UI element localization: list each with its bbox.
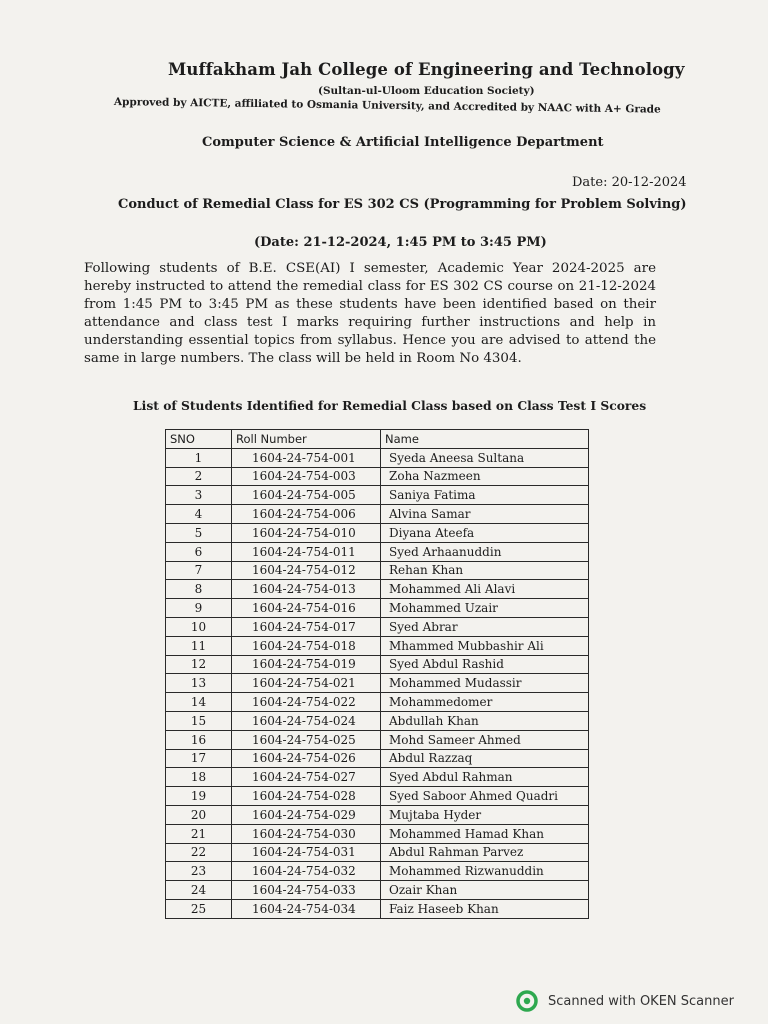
cell-roll-number: 1604-24-754-012	[232, 561, 381, 580]
cell-sno: 2	[166, 467, 232, 486]
institution-society: (Sultan-ul-Uloom Education Society)	[318, 85, 535, 97]
cell-name: Alvina Samar	[381, 505, 589, 524]
cell-sno: 18	[166, 768, 232, 787]
table-row	[166, 655, 589, 674]
cell-sno: 3	[166, 486, 232, 505]
table-header-row	[166, 430, 589, 449]
cell-roll-number: 1604-24-754-018	[232, 636, 381, 655]
cell-roll-number: 1604-24-754-027	[232, 768, 381, 787]
cell-sno: 8	[166, 580, 232, 599]
student-table	[165, 429, 589, 919]
cell-roll-number: 1604-24-754-005	[232, 486, 381, 505]
cell-name: Syed Saboor Ahmed Quadri	[381, 787, 589, 806]
table-row	[166, 542, 589, 561]
cell-name: Syed Abrar	[381, 617, 589, 636]
cell-sno: 17	[166, 749, 232, 768]
table-row	[166, 805, 589, 824]
oken-scanner-logo-icon	[516, 990, 538, 1012]
cell-name: Abdul Razzaq	[381, 749, 589, 768]
table-row	[166, 636, 589, 655]
cell-name: Faiz Haseeb Khan	[381, 899, 589, 918]
cell-roll-number: 1604-24-754-017	[232, 617, 381, 636]
cell-name: Mohammedomer	[381, 693, 589, 712]
table-row	[166, 899, 589, 918]
table-row	[166, 486, 589, 505]
table-row	[166, 448, 589, 467]
cell-roll-number: 1604-24-754-019	[232, 655, 381, 674]
cell-sno: 6	[166, 542, 232, 561]
student-table-body	[166, 448, 589, 918]
table-row	[166, 523, 589, 542]
notice-date: Date: 20-12-2024	[572, 175, 687, 190]
table-row	[166, 787, 589, 806]
cell-roll-number: 1604-24-754-010	[232, 523, 381, 542]
notice-title: Conduct of Remedial Class for ES 302 CS (Programming for Problem Solving)	[118, 197, 687, 212]
cell-sno: 7	[166, 561, 232, 580]
cell-name: Mohammed Mudassir	[381, 674, 589, 693]
cell-sno: 5	[166, 523, 232, 542]
cell-roll-number: 1604-24-754-025	[232, 730, 381, 749]
table-row	[166, 505, 589, 524]
table-row	[166, 561, 589, 580]
cell-sno: 13	[166, 674, 232, 693]
cell-sno: 25	[166, 899, 232, 918]
table-row	[166, 862, 589, 881]
cell-roll-number: 1604-24-754-030	[232, 824, 381, 843]
cell-roll-number: 1604-24-754-033	[232, 881, 381, 900]
cell-name: Syed Abdul Rahman	[381, 768, 589, 787]
cell-sno: 14	[166, 693, 232, 712]
cell-sno: 12	[166, 655, 232, 674]
department-name: Computer Science & Artificial Intelligence Department	[202, 135, 604, 150]
cell-sno: 23	[166, 862, 232, 881]
cell-sno: 21	[166, 824, 232, 843]
cell-name: Mohammed Rizwanuddin	[381, 862, 589, 881]
table-row	[166, 711, 589, 730]
table-row	[166, 467, 589, 486]
notice-schedule: (Date: 21-12-2024, 1:45 PM to 3:45 PM)	[254, 235, 547, 250]
table-row	[166, 580, 589, 599]
cell-sno: 22	[166, 843, 232, 862]
cell-name: Diyana Ateefa	[381, 523, 589, 542]
cell-roll-number: 1604-24-754-026	[232, 749, 381, 768]
cell-roll-number: 1604-24-754-001	[232, 448, 381, 467]
cell-roll-number: 1604-24-754-028	[232, 787, 381, 806]
table-row	[166, 843, 589, 862]
table-row	[166, 730, 589, 749]
cell-roll-number: 1604-24-754-031	[232, 843, 381, 862]
cell-name: Syeda Aneesa Sultana	[381, 448, 589, 467]
table-row	[166, 599, 589, 618]
table-row	[166, 881, 589, 900]
table-row	[166, 749, 589, 768]
cell-roll-number: 1604-24-754-006	[232, 505, 381, 524]
cell-roll-number: 1604-24-754-013	[232, 580, 381, 599]
cell-name: Ozair Khan	[381, 881, 589, 900]
cell-roll-number: 1604-24-754-022	[232, 693, 381, 712]
table-row	[166, 824, 589, 843]
cell-sno: 19	[166, 787, 232, 806]
cell-roll-number: 1604-24-754-034	[232, 899, 381, 918]
scanner-watermark	[516, 990, 734, 1012]
cell-roll-number: 1604-24-754-029	[232, 805, 381, 824]
cell-name: Mhammed Mubbashir Ali	[381, 636, 589, 655]
cell-name: Rehan Khan	[381, 561, 589, 580]
table-row	[166, 768, 589, 787]
cell-name: Syed Arhaanuddin	[381, 542, 589, 561]
column-header-name: Name	[381, 430, 589, 449]
cell-sno: 24	[166, 881, 232, 900]
cell-name: Mohd Sameer Ahmed	[381, 730, 589, 749]
column-header-roll-number: Roll Number	[232, 430, 381, 449]
cell-name: Mujtaba Hyder	[381, 805, 589, 824]
cell-sno: 4	[166, 505, 232, 524]
cell-roll-number: 1604-24-754-003	[232, 467, 381, 486]
column-header-sno: SNO	[166, 430, 232, 449]
cell-sno: 10	[166, 617, 232, 636]
cell-sno: 9	[166, 599, 232, 618]
table-row	[166, 674, 589, 693]
cell-name: Mohammed Ali Alavi	[381, 580, 589, 599]
cell-name: Mohammed Uzair	[381, 599, 589, 618]
cell-name: Abdullah Khan	[381, 711, 589, 730]
cell-sno: 20	[166, 805, 232, 824]
cell-name: Mohammed Hamad Khan	[381, 824, 589, 843]
cell-sno: 16	[166, 730, 232, 749]
cell-name: Abdul Rahman Parvez	[381, 843, 589, 862]
institution-approval: Approved by AICTE, affiliated to Osmania University, and Accredited by NAAC with A+ Grade	[113, 96, 661, 116]
cell-sno: 11	[166, 636, 232, 655]
institution-name: Muffakham Jah College of Engineering and Technology	[168, 60, 685, 79]
table-row	[166, 693, 589, 712]
student-list-title: List of Students Identified for Remedial Class based on Class Test I Scores	[133, 398, 647, 413]
cell-roll-number: 1604-24-754-032	[232, 862, 381, 881]
cell-name: Zoha Nazmeen	[381, 467, 589, 486]
cell-roll-number: 1604-24-754-021	[232, 674, 381, 693]
scanner-watermark-text: Scanned with OKEN Scanner	[548, 993, 734, 1009]
cell-roll-number: 1604-24-754-011	[232, 542, 381, 561]
notice-body: Following students of B.E. CSE(AI) I semester, Academic Year 2024-2025 are hereby instructed to attend the remedial class for ES 302 CS course on 21-12-2024 from 1:45 PM to 3:45 PM as these students have been identified based on their attendance and class test I marks requiring further instructions and help in understanding essential topics from syllabus. Hence you are advised to attend the same in large numbers. The class will be held in Room No 4304.	[84, 261, 656, 366]
table-row	[166, 617, 589, 636]
cell-roll-number: 1604-24-754-024	[232, 711, 381, 730]
cell-name: Syed Abdul Rashid	[381, 655, 589, 674]
cell-roll-number: 1604-24-754-016	[232, 599, 381, 618]
cell-sno: 1	[166, 448, 232, 467]
cell-name: Saniya Fatima	[381, 486, 589, 505]
cell-sno: 15	[166, 711, 232, 730]
